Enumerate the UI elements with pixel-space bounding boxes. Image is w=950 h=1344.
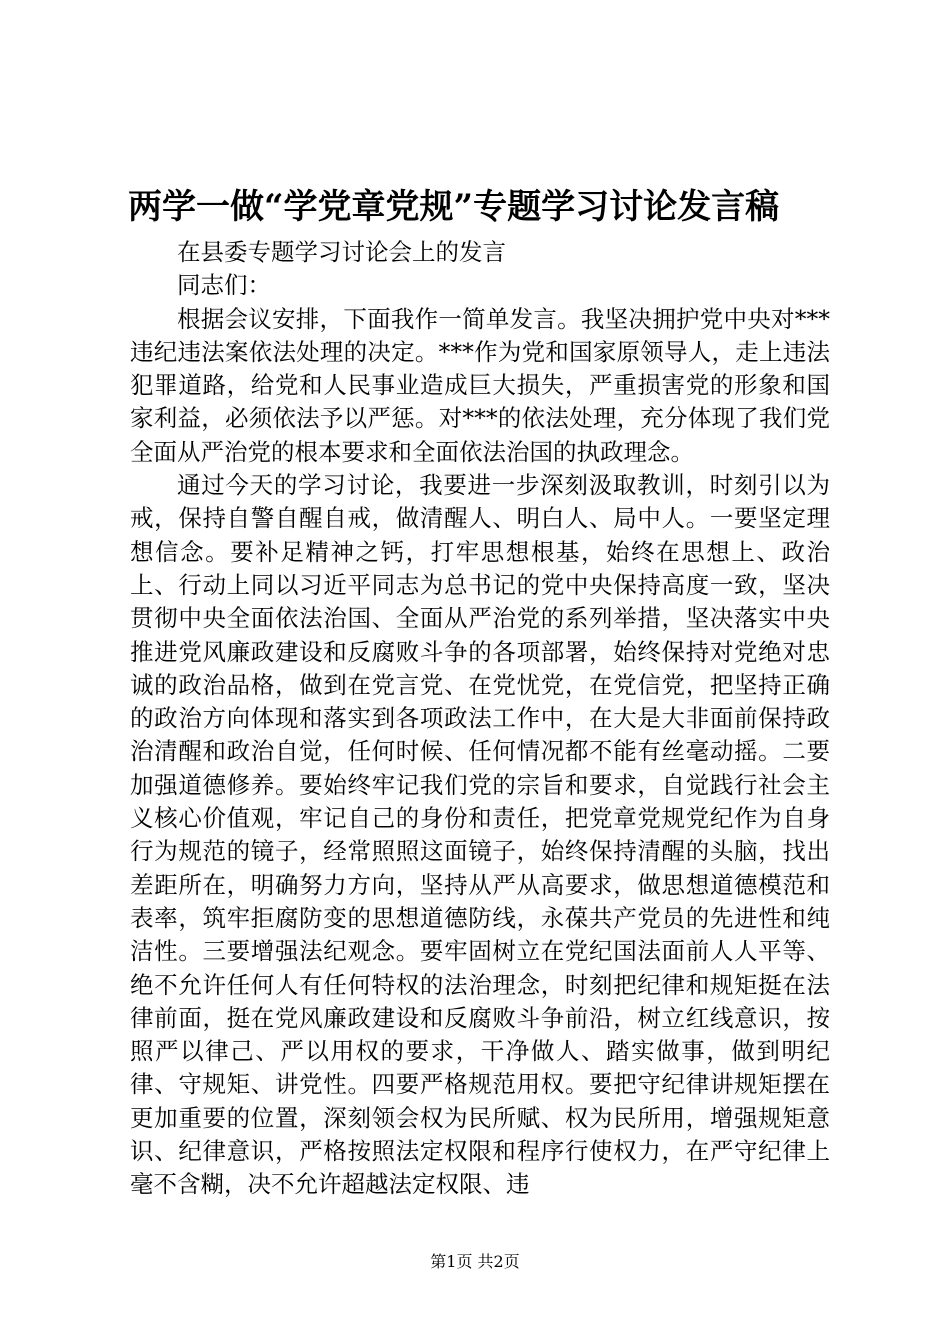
body-paragraph-1: 根据会议安排，下面我作一简单发言。我坚决拥护党中央对***违纪违法案依法处理的决定。***作为党和国家原领导人，走上违法犯罪道路，给党和人民事业造成巨大损失，严重损害党的形象和国家利益，必须依法予以严惩。对***的依法处理，充分体现了我们党全面从严治党的根本要求和全面依法治国的执政理念。: [130, 304, 830, 466]
page-number: 第1页 共2页: [430, 1252, 520, 1271]
document-body: [130, 236, 830, 1202]
subtitle-paragraph: 在县委专题学习讨论会上的发言: [177, 238, 506, 266]
salutation-paragraph: 同志们：: [177, 271, 271, 300]
document-title: 两学一做“学党章党规”专题学习讨论发言稿: [128, 187, 780, 227]
body-paragraph-2: 通过今天的学习讨论，我要进一步深刻汲取教训，时刻引以为戒，保持自警自醒自戒，做清醒人、明白人、局中人。一要坚定理想信念。要补足精神之钙，打牢思想根基，始终在思想上、政治上、行动上同以习近平同志为总书记的党中央保持高度一致，坚决贯彻中央全面依法治国、全面从严治党的系列举措，坚决落实中央推进党风廉政建设和反腐败斗争的各项部署，始终保持对党绝对忠诚的政治品格，做到在党言党、在党忧党，在党信党，把坚持正确的政治方向体现和落实到各项政法工作中，在大是大非面前保持政治清醒和政治自觉，任何时候、任何情况都不能有丝毫动摇。二要加强道德修养。要始终牢记我们党的宗旨和要求，自觉践行社会主义核心价值观，牢记自己的身份和责任，把党章党规党纪作为自身行为规范的镜子，经常照照这面镜子，始终保持清醒的头脑，找出差距所在，明确努力方向，坚持从严从高要求，做思想道德模范和表率，筑牢拒腐防变的思想道德防线，永葆共产党员的先进性和纯洁性。三要增强法纪观念。要牢固树立在党纪国法面前人人平等、绝不允许任何人有任何特权的法治理念，时刻把纪律和规矩挺在法律前面，挺在党风廉政建设和反腐败斗争前沿，树立红线意识，按照严以律己、严以用权的要求，干净做人、踏实做事，做到明纪律、守规矩、讲党性。四要严格规范用权。要把守纪律讲规矩摆在更加重要的位置，深刻领会权为民所赋、权为民所用，增强规矩意识、纪律意识，严格按照法定权限和程序行使权力，在严守纪律上毫不含糊，决不允许超越法定权限、违: [130, 471, 830, 1199]
